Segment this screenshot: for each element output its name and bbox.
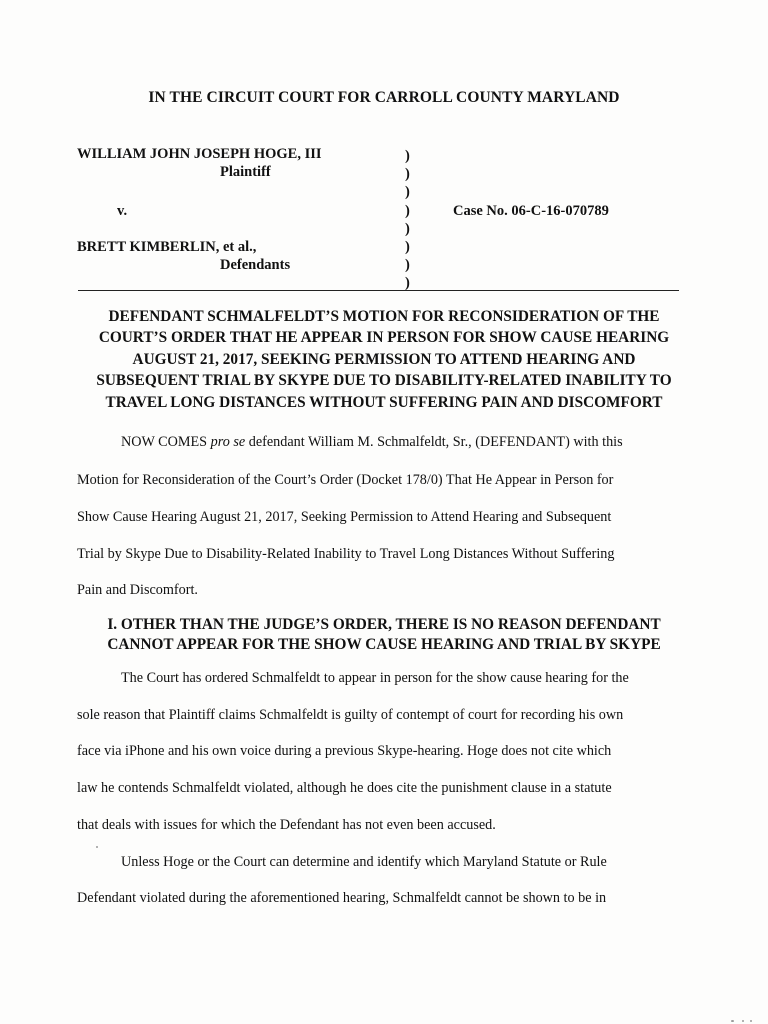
section-heading	[60, 615, 708, 655]
scan-speck	[96, 846, 98, 848]
plaintiff-role: Plaintiff	[220, 164, 271, 180]
paren-mark: )	[405, 148, 410, 164]
plaintiff-name: WILLIAM JOHN JOSEPH HOGE, III	[77, 146, 322, 162]
motion-title	[60, 306, 708, 413]
intro-line-end: defendant William M. Schmalfeldt, Sr., (DEFENDANT) with this	[245, 434, 623, 450]
paragraph-line: The Court has ordered Schmalfeldt to appear in person for the show cause hearing for the	[121, 670, 629, 686]
section-heading-line: CANNOT APPEAR FOR THE SHOW CAUSE HEARING AND TRIAL BY SKYPE	[107, 636, 661, 653]
intro-line	[121, 434, 623, 451]
paren-mark: )	[405, 257, 410, 274]
scan-speck	[750, 1020, 752, 1022]
caption-divider	[78, 290, 679, 291]
motion-title-line: TRAVEL LONG DISTANCES WITHOUT SUFFERING PAIN AND DISCOMFORT	[105, 393, 663, 411]
paragraph-line: law he contends Schmalfeldt violated, although he does cite the punishment clause in a statute	[77, 780, 612, 796]
intro-line: Pain and Discomfort.	[77, 582, 198, 598]
paren-mark: )	[405, 184, 410, 201]
motion-title-line: SUBSEQUENT TRIAL BY SKYPE DUE TO DISABILITY-RELATED INABILITY TO	[96, 372, 672, 390]
versus-label: v.	[117, 203, 128, 219]
motion-title-line: AUGUST 21, 2017, SEEKING PERMISSION TO ATTEND HEARING AND	[132, 350, 636, 368]
caption-paren-column	[405, 147, 410, 293]
intro-line: Show Cause Hearing August 21, 2017, Seeking Permission to Attend Hearing and Subsequent	[77, 509, 612, 525]
paren-mark: )	[405, 202, 410, 219]
pro-se-italic: pro se	[210, 434, 246, 450]
court-title: IN THE CIRCUIT COURT FOR CARROLL COUNTY MARYLAND	[148, 89, 620, 106]
paragraph-line: Defendant violated during the aforementioned hearing, Schmalfeldt cannot be shown to be in	[77, 890, 607, 906]
motion-title-line: DEFENDANT SCHMALFELDT’S MOTION FOR RECONSIDERATION OF THE	[108, 308, 660, 325]
intro-line-start: NOW COMES	[121, 434, 211, 450]
paragraph-line: that deals with issues for which the Defendant has not even been accused.	[77, 817, 496, 833]
section-heading-line: I. OTHER THAN THE JUDGE’S ORDER, THERE IS NO REASON DEFENDANT	[107, 616, 661, 633]
motion-title-line: COURT’S ORDER THAT HE APPEAR IN PERSON FOR SHOW CAUSE HEARING	[98, 329, 670, 347]
paragraph-line: sole reason that Plaintiff claims Schmalfeldt is guilty of contempt of court for recording his own	[77, 707, 624, 723]
intro-line: Trial by Skype Due to Disability-Related Inability to Travel Long Distances Without Suffering	[77, 546, 615, 562]
defendant-name: BRETT KIMBERLIN, et al.,	[77, 239, 257, 255]
case-number: Case No. 06-C-16-070789	[453, 203, 609, 219]
defendant-role: Defendants	[220, 257, 291, 273]
paren-mark: )	[405, 239, 410, 256]
paragraph-line: Unless Hoge or the Court can determine and identify which Maryland Statute or Rule	[121, 854, 607, 870]
paren-mark: )	[405, 220, 410, 237]
paren-mark: )	[405, 275, 410, 292]
scan-speck	[731, 1020, 734, 1022]
intro-line: Motion for Reconsideration of the Court’s Order (Docket 178/0) That He Appear in Person for	[77, 472, 614, 488]
paren-mark: )	[405, 166, 410, 183]
scan-speck	[742, 1020, 744, 1022]
paragraph-line: face via iPhone and his own voice during a previous Skype-hearing. Hoge does not cite which	[77, 743, 612, 759]
